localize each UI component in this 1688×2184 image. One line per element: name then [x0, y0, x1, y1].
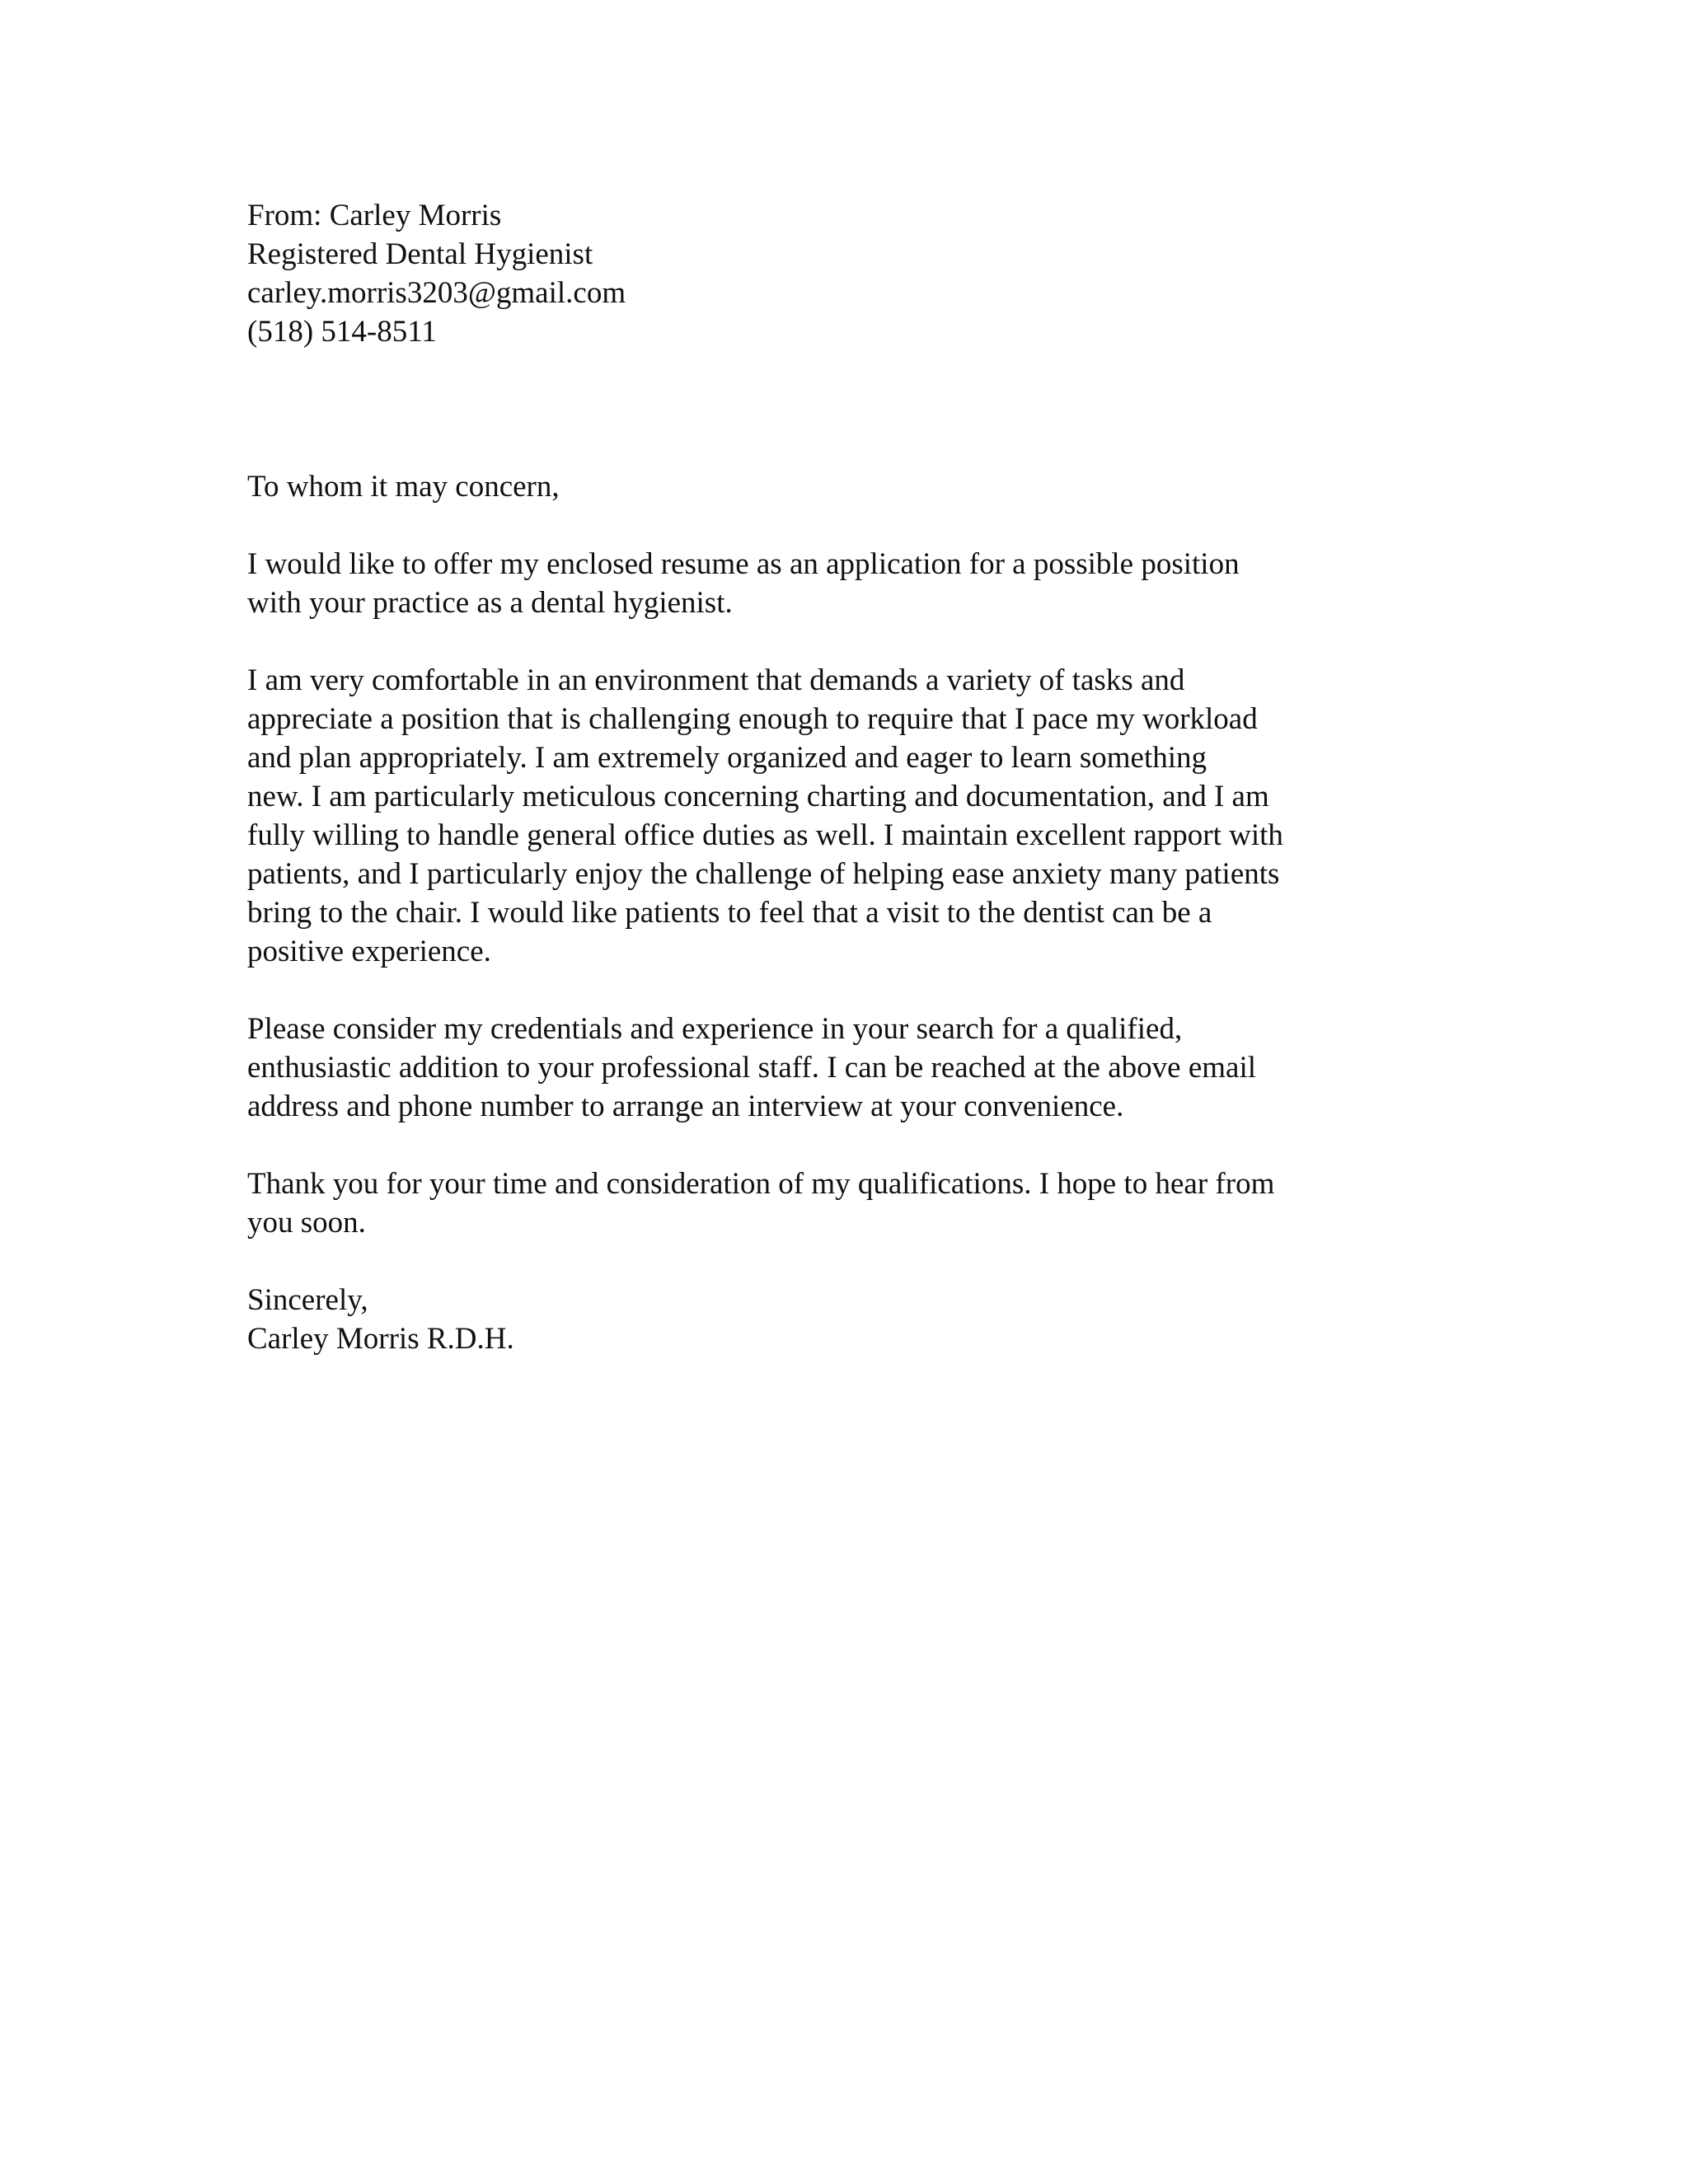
paragraph-thanks [247, 1165, 1451, 1242]
sender-email: carley.morris3203@gmail.com [247, 276, 626, 310]
salutation-text: To whom it may concern, [247, 470, 560, 504]
sender-block [247, 196, 1451, 351]
paragraph-line: fully willing to handle general office duties as well. I maintain excellent rapport with [247, 818, 1283, 852]
paragraph-line: and plan appropriately. I am extremely organized and eager to learn something [247, 741, 1207, 775]
sender-from-line: From: Carley Morris [247, 199, 502, 232]
sender-phone: (518) 514-8511 [247, 315, 437, 349]
paragraph-request [247, 1010, 1451, 1126]
paragraph-line: I am very comfortable in an environment that demands a variety of tasks and [247, 663, 1185, 697]
paragraph-line: bring to the chair. I would like patients to feel that a visit to the dentist can be a [247, 896, 1212, 930]
paragraph-intro [247, 545, 1451, 622]
salutation [247, 467, 1451, 506]
paragraph-line: I would like to offer my enclosed resume as an application for a possible position [247, 547, 1240, 581]
paragraph-line: Please consider my credentials and experience in your search for a qualified, [247, 1012, 1183, 1046]
paragraph-line: address and phone number to arrange an interview at your convenience. [247, 1090, 1124, 1123]
paragraph-line: patients, and I particularly enjoy the challenge of helping ease anxiety many patients [247, 857, 1280, 891]
signature-name: Carley Morris R.D.H. [247, 1322, 514, 1356]
valediction: Sincerely, [247, 1283, 368, 1317]
paragraph-line: you soon. [247, 1206, 366, 1240]
closing-block [247, 1281, 1451, 1358]
letter-page [247, 196, 1451, 1358]
sender-title: Registered Dental Hygienist [247, 237, 593, 271]
paragraph-line: Thank you for your time and consideration of my qualifications. I hope to hear from [247, 1167, 1275, 1201]
paragraph-qualities [247, 661, 1451, 971]
paragraph-line: appreciate a position that is challenging enough to require that I pace my workload [247, 702, 1258, 736]
paragraph-line: new. I am particularly meticulous concerning charting and documentation, and I am [247, 780, 1269, 813]
paragraph-line: positive experience. [247, 935, 491, 968]
paragraph-line: with your practice as a dental hygienist. [247, 586, 733, 620]
paragraph-line: enthusiastic addition to your professional staff. I can be reached at the above email [247, 1051, 1256, 1085]
